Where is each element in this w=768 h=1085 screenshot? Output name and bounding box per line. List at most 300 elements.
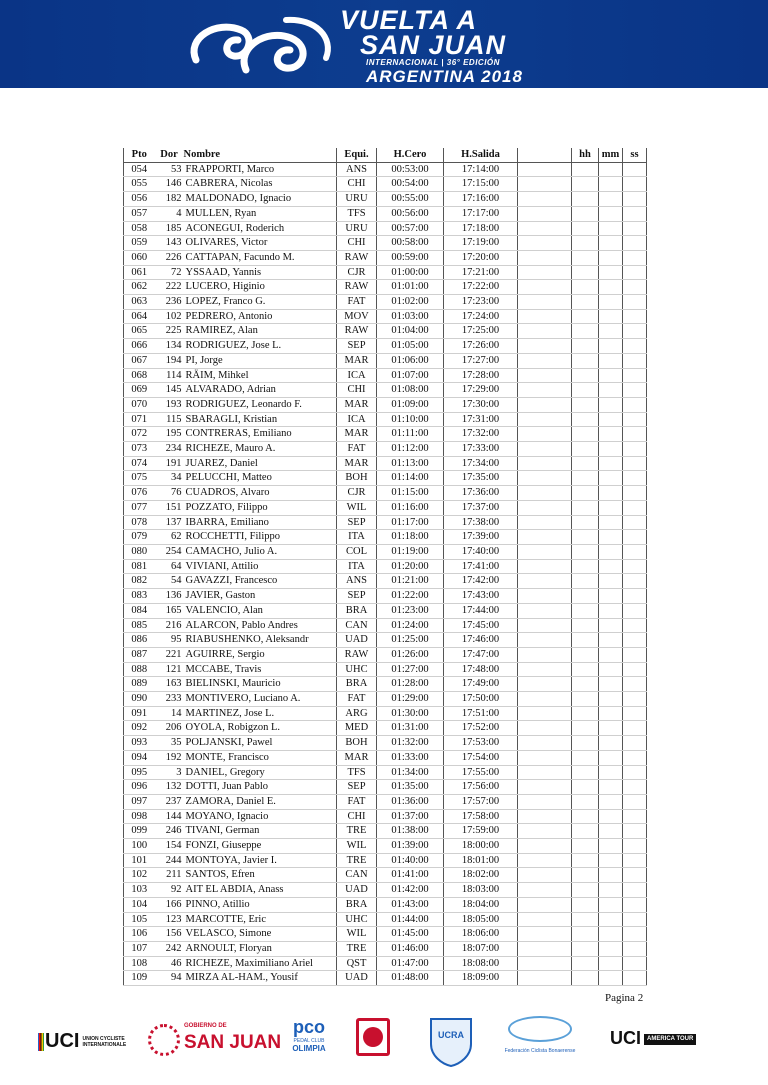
cell-nombre: FONZI, Giuseppe [184,839,337,854]
cell-hcero: 01:01:00 [377,280,444,295]
table-row [124,456,647,471]
cell-hsalida: 17:27:00 [444,353,518,368]
cell-hsalida: 17:44:00 [444,603,518,618]
cell-dor: 46 [155,956,184,971]
cell-nombre: RAMIREZ, Alan [184,324,337,339]
cell-nombre: FRAPPORTI, Marco [184,162,337,177]
cell-equi: WIL [337,839,377,854]
cell-hcero: 01:20:00 [377,559,444,574]
cell-nombre: JUAREZ, Daniel [184,456,337,471]
shield-icon [428,1016,474,1068]
table-row [124,265,647,280]
cell-dor: 195 [155,427,184,442]
cell-pto: 083 [124,589,155,604]
table-row [124,324,647,339]
cell-blank [518,941,572,956]
cell-nombre: OLIVARES, Victor [184,236,337,251]
cell-hcero: 01:37:00 [377,809,444,824]
cell-mm [599,721,623,736]
cell-dor: 64 [155,559,184,574]
cell-ss [623,750,647,765]
table-row [124,765,647,780]
cell-pto: 064 [124,309,155,324]
cell-equi: UAD [337,633,377,648]
cell-pto: 082 [124,574,155,589]
cell-ss [623,456,647,471]
cell-blank [518,442,572,457]
cell-dor: 226 [155,250,184,265]
cell-ss [623,956,647,971]
cell-hcero: 01:02:00 [377,295,444,310]
cell-equi: UAD [337,971,377,986]
cell-mm [599,397,623,412]
cell-hh [572,897,599,912]
cell-hsalida: 17:42:00 [444,574,518,589]
cell-ss [623,206,647,221]
cell-dor: 206 [155,721,184,736]
cell-pto: 066 [124,339,155,354]
cell-pto: 069 [124,383,155,398]
cell-hcero: 01:11:00 [377,427,444,442]
cell-hsalida: 18:01:00 [444,853,518,868]
cell-equi: ANS [337,574,377,589]
cell-mm [599,897,623,912]
cell-hh [572,442,599,457]
cell-dor: 237 [155,794,184,809]
cell-hcero: 01:08:00 [377,383,444,398]
cell-hh [572,618,599,633]
cell-ss [623,544,647,559]
cell-pto: 060 [124,250,155,265]
cell-hsalida: 17:22:00 [444,280,518,295]
cell-pto: 067 [124,353,155,368]
cell-pto: 096 [124,780,155,795]
cell-hh [572,236,599,251]
cell-blank [518,295,572,310]
cell-dor: 3 [155,765,184,780]
table-row [124,721,647,736]
cell-hh [572,368,599,383]
cell-equi: MAR [337,750,377,765]
cell-equi: URU [337,221,377,236]
cell-hsalida: 18:00:00 [444,839,518,854]
cell-pto: 077 [124,500,155,515]
cell-equi: RAW [337,647,377,662]
cell-hcero: 01:17:00 [377,515,444,530]
cell-mm [599,824,623,839]
cell-ss [623,941,647,956]
cell-ss [623,721,647,736]
cell-mm [599,589,623,604]
cell-hsalida: 17:18:00 [444,221,518,236]
cell-nombre: DOTTI, Juan Pablo [184,780,337,795]
cell-equi: FAT [337,794,377,809]
san-juan-logo-top: GOBIERNO DE [184,1023,227,1029]
event-logo-icon [186,8,336,82]
cell-hcero: 01:35:00 [377,780,444,795]
cell-equi: RAW [337,280,377,295]
cell-mm [599,442,623,457]
cell-mm [599,677,623,692]
table-row [124,397,647,412]
cell-hsalida: 17:58:00 [444,809,518,824]
cell-hsalida: 18:05:00 [444,912,518,927]
cell-equi: TFS [337,765,377,780]
cell-dor: 246 [155,824,184,839]
cell-dor: 182 [155,192,184,207]
cell-equi: WIL [337,500,377,515]
cell-hh [572,971,599,986]
cell-equi: UAD [337,883,377,898]
cell-hcero: 01:41:00 [377,868,444,883]
cell-dor: 34 [155,471,184,486]
cell-nombre: YSSAAD, Yannis [184,265,337,280]
table-row [124,427,647,442]
sun-icon [148,1024,180,1056]
winged-wheel-icon [508,1016,572,1042]
cell-hh [572,339,599,354]
cell-hcero: 01:13:00 [377,456,444,471]
cell-hsalida: 17:31:00 [444,412,518,427]
cell-mm [599,956,623,971]
cell-pto: 068 [124,368,155,383]
table-row [124,280,647,295]
cell-hcero: 01:45:00 [377,927,444,942]
cell-hsalida: 17:14:00 [444,162,518,177]
cell-blank [518,603,572,618]
cell-hcero: 01:07:00 [377,368,444,383]
cell-equi: CAN [337,618,377,633]
cell-hcero: 01:44:00 [377,912,444,927]
cell-dor: 144 [155,809,184,824]
cell-equi: CAN [337,868,377,883]
cell-mm [599,295,623,310]
cell-blank [518,515,572,530]
cell-ss [623,324,647,339]
cell-mm [599,265,623,280]
cell-blank [518,736,572,751]
cell-mm [599,486,623,501]
cell-hh [572,221,599,236]
uci-logo [38,1030,128,1053]
cell-blank [518,677,572,692]
cell-ss [623,971,647,986]
pedal-club-olimpia-logo [285,1016,333,1068]
cell-ss [623,927,647,942]
cell-equi: SEP [337,589,377,604]
cell-mm [599,809,623,824]
cell-equi: MAR [337,353,377,368]
cell-hh [572,295,599,310]
cell-hsalida: 18:04:00 [444,897,518,912]
cell-dor: 236 [155,295,184,310]
cell-pto: 100 [124,839,155,854]
cell-hsalida: 17:32:00 [444,427,518,442]
cell-ss [623,692,647,707]
cell-pto: 102 [124,868,155,883]
table-row [124,442,647,457]
table-row [124,486,647,501]
cell-dor: 92 [155,883,184,898]
cell-nombre: MARCOTTE, Eric [184,912,337,927]
table-row [124,618,647,633]
table-row [124,500,647,515]
cell-pto: 084 [124,603,155,618]
cell-hcero: 01:31:00 [377,721,444,736]
uci-logo-subtext: UNION CYCLISTE INTERNATIONALE [82,1035,127,1048]
sponsor-footer [0,1010,768,1080]
cell-nombre: ZAMORA, Daniel E. [184,794,337,809]
cell-nombre: CATTAPAN, Facundo M. [184,250,337,265]
table-row [124,927,647,942]
cell-equi: MED [337,721,377,736]
cell-equi: MAR [337,397,377,412]
col-header-mm: mm [599,148,623,162]
table-row [124,383,647,398]
cell-mm [599,603,623,618]
cell-nombre: SBARAGLI, Kristian [184,412,337,427]
cell-hh [572,662,599,677]
table-row [124,515,647,530]
cell-blank [518,177,572,192]
cell-hcero: 00:53:00 [377,162,444,177]
cell-blank [518,324,572,339]
cell-pto: 103 [124,883,155,898]
cell-equi: SEP [337,780,377,795]
cell-dor: 154 [155,839,184,854]
cell-dor: 254 [155,544,184,559]
cell-nombre: RÄIM, Mihkel [184,368,337,383]
table-row [124,192,647,207]
cell-nombre: MONTE, Francisco [184,750,337,765]
cell-pto: 057 [124,206,155,221]
cell-hsalida: 17:30:00 [444,397,518,412]
cell-hcero: 00:55:00 [377,192,444,207]
uci-logo-text: UCI [45,1030,80,1052]
cell-pto: 074 [124,456,155,471]
cell-ss [623,280,647,295]
cell-hh [572,559,599,574]
cell-ss [623,574,647,589]
cell-hcero: 01:42:00 [377,883,444,898]
cell-hcero: 00:59:00 [377,250,444,265]
table-row [124,868,647,883]
cell-pto: 106 [124,927,155,942]
cell-hh [572,515,599,530]
cell-nombre: VALENCIO, Alan [184,603,337,618]
cell-dor: 225 [155,324,184,339]
col-header-ss: ss [623,148,647,162]
cell-hh [572,574,599,589]
cell-dor: 35 [155,736,184,751]
cell-pto: 097 [124,794,155,809]
cell-dor: 244 [155,853,184,868]
cell-blank [518,750,572,765]
cell-mm [599,206,623,221]
cell-blank [518,809,572,824]
cell-mm [599,456,623,471]
cell-nombre: CONTRERAS, Emiliano [184,427,337,442]
cell-equi: CHI [337,236,377,251]
cell-hcero: 01:04:00 [377,324,444,339]
table-row [124,662,647,677]
cell-hh [572,868,599,883]
cell-hsalida: 17:28:00 [444,368,518,383]
cell-equi: FAT [337,295,377,310]
page-number: Pagina 2 [605,992,644,1004]
cell-blank [518,162,572,177]
cell-pto: 107 [124,941,155,956]
cell-nombre: ALARCON, Pablo Andres [184,618,337,633]
cell-blank [518,559,572,574]
cell-hsalida: 17:56:00 [444,780,518,795]
table-row [124,412,647,427]
cell-hcero: 01:28:00 [377,677,444,692]
cell-hcero: 01:25:00 [377,633,444,648]
cell-hh [572,839,599,854]
cell-blank [518,912,572,927]
cell-ss [623,662,647,677]
cell-hh [572,383,599,398]
cell-mm [599,839,623,854]
cell-hh [572,250,599,265]
cell-pto: 058 [124,221,155,236]
table-row [124,941,647,956]
cell-pto: 109 [124,971,155,986]
cell-hcero: 01:23:00 [377,603,444,618]
cell-hcero: 01:39:00 [377,839,444,854]
cell-nombre: RICHEZE, Maximiliano Ariel [184,956,337,971]
cell-equi: MAR [337,427,377,442]
cell-equi: ANS [337,162,377,177]
cell-nombre: LOPEZ, Franco G. [184,295,337,310]
cell-hh [572,206,599,221]
cell-hcero: 01:47:00 [377,956,444,971]
cell-equi: WIL [337,927,377,942]
cell-hh [572,647,599,662]
cell-mm [599,530,623,545]
cell-nombre: CUADROS, Alvaro [184,486,337,501]
cell-blank [518,897,572,912]
cell-ss [623,339,647,354]
table-row [124,647,647,662]
cell-pto: 056 [124,192,155,207]
cell-pto: 088 [124,662,155,677]
table-row [124,339,647,354]
cell-mm [599,559,623,574]
pedal-club-label: PEDAL CLUB [293,1038,325,1044]
cell-pto: 061 [124,265,155,280]
cell-mm [599,236,623,251]
cell-hcero: 01:24:00 [377,618,444,633]
cell-pto: 087 [124,647,155,662]
cell-hcero: 01:32:00 [377,736,444,751]
cell-ss [623,589,647,604]
cell-hsalida: 17:46:00 [444,633,518,648]
cell-blank [518,839,572,854]
cell-nombre: PEDRERO, Antonio [184,309,337,324]
san-juan-logo [148,1020,282,1064]
cell-hsalida: 18:02:00 [444,868,518,883]
cell-hcero: 01:05:00 [377,339,444,354]
cell-blank [518,618,572,633]
cell-hh [572,883,599,898]
cell-mm [599,941,623,956]
cell-equi: SEP [337,339,377,354]
cell-pto: 062 [124,280,155,295]
cell-mm [599,250,623,265]
cell-ss [623,559,647,574]
cell-hcero: 01:48:00 [377,971,444,986]
cell-mm [599,853,623,868]
cell-blank [518,339,572,354]
cell-hh [572,603,599,618]
cell-pto: 086 [124,633,155,648]
cell-blank [518,206,572,221]
cell-dor: 146 [155,177,184,192]
cell-ss [623,883,647,898]
cell-mm [599,162,623,177]
cell-dor: 234 [155,442,184,457]
cell-nombre: ARNOULT, Floryan [184,941,337,956]
cell-hcero: 01:27:00 [377,662,444,677]
table-row [124,794,647,809]
cell-hh [572,177,599,192]
cell-nombre: VIVIANI, Attilio [184,559,337,574]
table-row [124,574,647,589]
cell-pto: 085 [124,618,155,633]
cell-pto: 081 [124,559,155,574]
cell-hcero: 01:29:00 [377,692,444,707]
cell-dor: 151 [155,500,184,515]
cell-nombre: MARTINEZ, Jose L. [184,706,337,721]
cell-nombre: OYOLA, Robigzon L. [184,721,337,736]
cell-equi: ARG [337,706,377,721]
cell-equi: MAR [337,456,377,471]
cell-dor: 216 [155,618,184,633]
cell-ss [623,809,647,824]
cell-nombre: PI, Jorge [184,353,337,368]
table-row [124,750,647,765]
cell-hcero: 01:18:00 [377,530,444,545]
cell-ss [623,265,647,280]
cell-ss [623,897,647,912]
cell-dor: 191 [155,456,184,471]
cell-nombre: POLJANSKI, Pawel [184,736,337,751]
cell-mm [599,618,623,633]
cell-hh [572,280,599,295]
cell-equi: BRA [337,677,377,692]
cell-mm [599,971,623,986]
cell-mm [599,412,623,427]
cell-equi: TRE [337,853,377,868]
table-row [124,177,647,192]
cell-hh [572,265,599,280]
table-row [124,692,647,707]
cell-hcero: 01:21:00 [377,574,444,589]
cell-nombre: POZZATO, Filippo [184,500,337,515]
cell-hh [572,162,599,177]
cell-blank [518,574,572,589]
cell-ss [623,250,647,265]
cell-hcero: 01:19:00 [377,544,444,559]
cell-pto: 095 [124,765,155,780]
cell-dor: 242 [155,941,184,956]
cell-nombre: TIVANI, German [184,824,337,839]
cell-hsalida: 17:55:00 [444,765,518,780]
cell-ss [623,736,647,751]
table-row [124,633,647,648]
